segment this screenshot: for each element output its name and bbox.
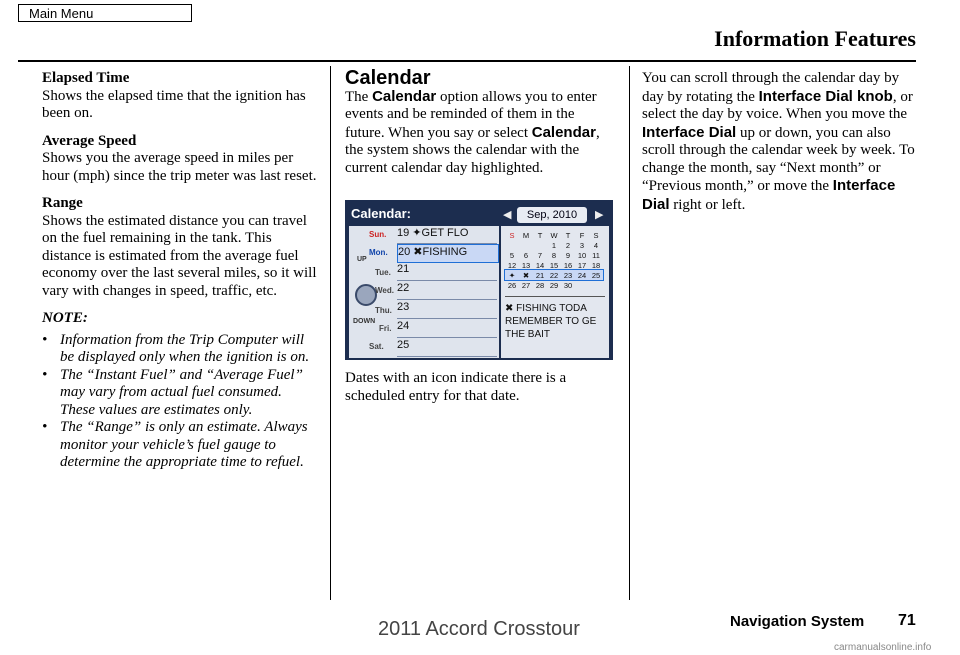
range-heading: Range	[42, 195, 83, 211]
next-month-icon[interactable]: ▶	[595, 209, 604, 221]
date-cell[interactable]	[505, 240, 519, 250]
day-row[interactable]: 23	[397, 301, 497, 319]
note-item: • The “Instant Fuel” and “Average Fuel” may vary from actual fuel consumed. These values are estimates only.	[42, 367, 317, 420]
calendar-heading: Calendar	[345, 67, 431, 89]
week-row	[505, 240, 603, 250]
screen-caption: Dates with an icon indicate there is a scheduled entry for that date.	[345, 370, 567, 404]
day-row[interactable]: 19 ✦GET FLO	[397, 226, 497, 244]
month-grid-panel	[501, 226, 609, 358]
column-divider	[330, 66, 331, 600]
date-cell[interactable]: 16	[563, 260, 573, 270]
up-label: UP	[357, 256, 367, 263]
date-cell[interactable]	[519, 240, 533, 250]
date-cell[interactable]: 13	[521, 260, 531, 270]
date-cell[interactable]: 25	[591, 270, 601, 280]
header-rule	[18, 60, 916, 62]
elapsed-text: Shows the elapsed time that the ignition has been on.	[42, 87, 306, 121]
date-cell[interactable]: 14	[535, 260, 545, 270]
day-label: Wed.	[375, 286, 394, 295]
credit-text: carmanualsonline.info	[834, 642, 932, 653]
week-row	[505, 260, 603, 270]
grid-divider	[505, 296, 605, 297]
column-divider	[629, 66, 630, 600]
prev-month-icon[interactable]: ◀	[503, 209, 512, 221]
date-cell[interactable]: 5	[509, 250, 515, 260]
weekday-cell: M	[522, 230, 530, 240]
schedule-preview: ✖ FISHING TODA REMEMBER TO GE THE BAIT	[505, 303, 597, 340]
date-cell[interactable]: ✦	[508, 270, 516, 280]
date-cell[interactable]	[575, 280, 589, 290]
date-cell[interactable]: 18	[591, 260, 601, 270]
week-row-selected	[505, 270, 603, 280]
range-text: Shows the estimated distance you can travel on the fuel remaining in the tank. This distance is estimated from the average fuel economy over the last several miles, so it will vary with changes in speed, traffic, etc.	[42, 212, 317, 299]
date-cell[interactable]: 8	[551, 250, 557, 260]
date-cell[interactable]: 10	[577, 250, 587, 260]
avg-heading: Average Speed	[42, 132, 137, 149]
date-cell[interactable]: 9	[565, 250, 571, 260]
dial-icon	[355, 284, 377, 306]
month-grid	[505, 230, 603, 290]
date-cell[interactable]: 28	[535, 280, 545, 290]
day-row[interactable]: 24	[397, 320, 497, 338]
month-label: Sep, 2010	[517, 207, 587, 223]
day-label: Sat.	[369, 342, 384, 351]
date-cell[interactable]: 6	[523, 250, 529, 260]
note-item: • Information from the Trip Computer will be displayed only when the ignition is on.	[42, 332, 317, 367]
date-cell[interactable]: 30	[563, 280, 573, 290]
main-menu-button[interactable]: Main Menu	[18, 4, 192, 22]
left-column	[42, 70, 317, 472]
date-cell[interactable]: 4	[593, 240, 599, 250]
weekday-cell: S	[509, 230, 515, 240]
date-cell[interactable]: 24	[577, 270, 587, 280]
calendar-screen	[345, 200, 613, 360]
calendar-intro: The Calendar option allows you to enter events and be reminded of them in the future. When you say or select Calendar, the system shows the calendar with the current calendar day highlighted.	[345, 87, 600, 176]
weekday-cell: T	[565, 230, 571, 240]
footer-section-label: Navigation System	[730, 613, 865, 630]
avg-text: Shows you the average speed in miles per hour (mph) since the trip meter was last reset.	[42, 150, 317, 184]
week-row	[505, 280, 603, 290]
weekday-cell: T	[537, 230, 543, 240]
week-row	[505, 250, 603, 260]
date-cell[interactable]: 1	[551, 240, 557, 250]
middle-column	[345, 67, 617, 177]
day-row[interactable]: 22	[397, 282, 497, 300]
date-cell[interactable]: 11	[592, 250, 600, 260]
date-cell[interactable]: 23	[563, 270, 573, 280]
day-label: Thu.	[375, 306, 392, 315]
day-row[interactable]: 21	[397, 263, 497, 281]
page-title: Information Features	[714, 26, 916, 51]
date-cell[interactable]: 29	[549, 280, 559, 290]
date-cell[interactable]: 27	[521, 280, 531, 290]
date-cell[interactable]	[533, 240, 547, 250]
date-cell[interactable]: ✖	[522, 270, 530, 280]
date-cell[interactable]: 3	[579, 240, 585, 250]
day-list-panel	[349, 226, 499, 358]
date-cell[interactable]	[589, 280, 603, 290]
weekday-cell: W	[550, 230, 558, 240]
date-cell[interactable]: 7	[537, 250, 543, 260]
day-label: Mon.	[369, 248, 388, 257]
watermark: 2011 Accord Crosstour	[378, 618, 580, 640]
day-label: Tue.	[375, 268, 391, 277]
note-item: • The “Range” is only an estimate. Always monitor your vehicle’s fuel gauge to determine the appropriate time to refuel.	[42, 419, 317, 472]
note-heading: NOTE:	[42, 310, 88, 326]
date-cell[interactable]: 12	[507, 260, 517, 270]
weekday-cell: S	[593, 230, 599, 240]
day-row-selected[interactable]: 20 ✖FISHING	[397, 244, 499, 263]
weekday-cell: F	[579, 230, 585, 240]
day-label: Sun.	[369, 230, 387, 239]
date-cell[interactable]: 15	[549, 260, 559, 270]
weekday-header-row	[505, 230, 603, 240]
day-row[interactable]: 25	[397, 339, 497, 357]
date-cell[interactable]: 21	[535, 270, 545, 280]
date-cell[interactable]: 22	[549, 270, 559, 280]
right-column	[642, 70, 918, 214]
down-label: DOWN	[353, 318, 376, 325]
date-cell[interactable]: 26	[507, 280, 517, 290]
page-number: 71	[898, 612, 916, 629]
date-cell[interactable]: 2	[565, 240, 571, 250]
elapsed-heading: Elapsed Time	[42, 70, 130, 86]
right-paragraph: You can scroll through the calendar day by day by rotating the Interface Dial knob, or select the day by voice. When you move the Interface Dial up or down, you can also scroll through the calendar week by week. To change the month, say “Next month” or “Previous month,” or move the Interface Dial right or left.	[642, 70, 915, 213]
screen-title: Calendar:	[351, 206, 411, 221]
day-label: Fri.	[379, 324, 392, 333]
notes-list	[42, 332, 317, 472]
date-cell[interactable]: 17	[577, 260, 587, 270]
